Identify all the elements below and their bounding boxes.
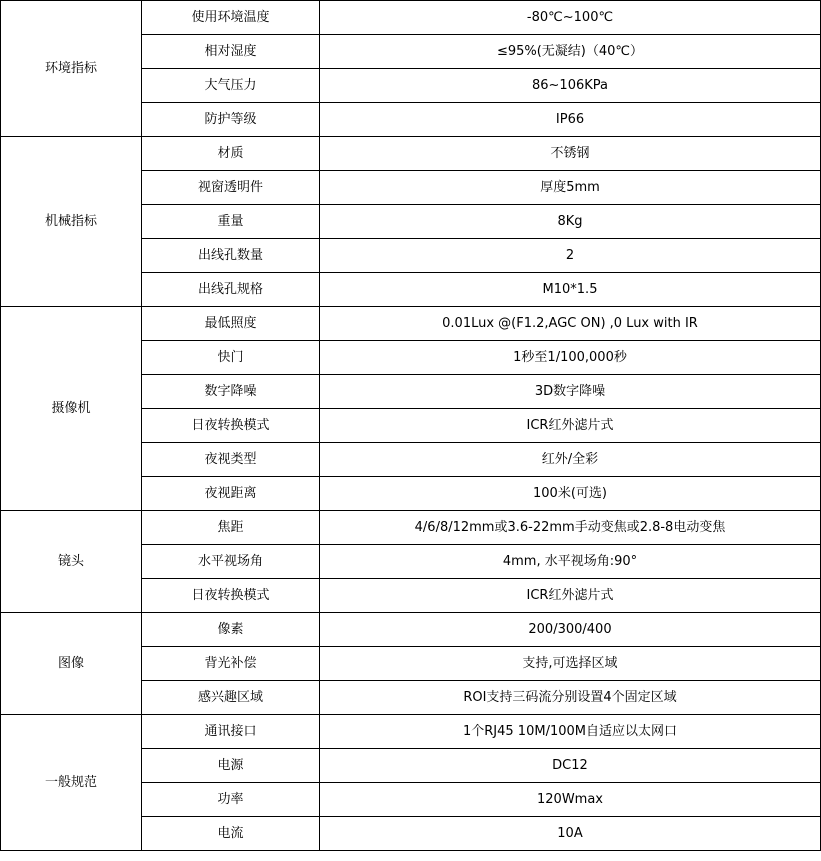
spec-label-cell: 感兴趣区域 [142, 681, 320, 715]
spec-value-cell: ROI支持三码流分别设置4个固定区域 [320, 681, 821, 715]
table-row [1, 511, 821, 545]
spec-label-cell: 大气压力 [142, 69, 320, 103]
group-name-cell: 图像 [1, 613, 142, 715]
spec-value-cell: DC12 [320, 749, 821, 783]
spec-value-cell: ICR红外滤片式 [320, 579, 821, 613]
table-row [1, 1, 821, 35]
spec-label-cell: 夜视类型 [142, 443, 320, 477]
spec-label-cell: 水平视场角 [142, 545, 320, 579]
group-name-cell: 一般规范 [1, 715, 142, 851]
spec-label-cell: 重量 [142, 205, 320, 239]
spec-label-cell: 数字降噪 [142, 375, 320, 409]
spec-label-cell: 像素 [142, 613, 320, 647]
spec-value-cell: 2 [320, 239, 821, 273]
spec-label-cell: 电流 [142, 817, 320, 851]
spec-label-cell: 电源 [142, 749, 320, 783]
spec-value-cell: ICR红外滤片式 [320, 409, 821, 443]
spec-label-cell: 最低照度 [142, 307, 320, 341]
spec-label-cell: 功率 [142, 783, 320, 817]
table-row [1, 307, 821, 341]
table-row [1, 613, 821, 647]
spec-table-body [1, 1, 821, 851]
spec-value-cell: 3D数字降噪 [320, 375, 821, 409]
spec-label-cell: 夜视距离 [142, 477, 320, 511]
spec-label-cell: 使用环境温度 [142, 1, 320, 35]
spec-value-cell: 1个RJ45 10M/100M自适应以太网口 [320, 715, 821, 749]
spec-label-cell: 背光补偿 [142, 647, 320, 681]
spec-value-cell: 支持,可选择区域 [320, 647, 821, 681]
spec-value-cell: 120Wmax [320, 783, 821, 817]
spec-value-cell: 4mm, 水平视场角:90° [320, 545, 821, 579]
group-name-cell: 摄像机 [1, 307, 142, 511]
spec-label-cell: 相对湿度 [142, 35, 320, 69]
spec-value-cell: 0.01Lux @(F1.2,AGC ON) ,0 Lux with IR [320, 307, 821, 341]
spec-value-cell: 4/6/8/12mm或3.6-22mm手动变焦或2.8-8电动变焦 [320, 511, 821, 545]
spec-value-cell: 86~106KPa [320, 69, 821, 103]
spec-value-cell: 8Kg [320, 205, 821, 239]
spec-value-cell: -80℃~100℃ [320, 1, 821, 35]
spec-value-cell: 红外/全彩 [320, 443, 821, 477]
spec-label-cell: 快门 [142, 341, 320, 375]
spec-label-cell: 视窗透明件 [142, 171, 320, 205]
spec-label-cell: 日夜转换模式 [142, 409, 320, 443]
spec-label-cell: 材质 [142, 137, 320, 171]
spec-value-cell: 厚度5mm [320, 171, 821, 205]
spec-label-cell: 焦距 [142, 511, 320, 545]
spec-value-cell: M10*1.5 [320, 273, 821, 307]
spec-value-cell: IP66 [320, 103, 821, 137]
spec-label-cell: 出线孔规格 [142, 273, 320, 307]
table-row [1, 715, 821, 749]
spec-value-cell: 不锈钢 [320, 137, 821, 171]
group-name-cell: 机械指标 [1, 137, 142, 307]
spec-label-cell: 日夜转换模式 [142, 579, 320, 613]
spec-value-cell: ≤95%(无凝结)（40℃） [320, 35, 821, 69]
table-row [1, 137, 821, 171]
spec-label-cell: 出线孔数量 [142, 239, 320, 273]
spec-label-cell: 通讯接口 [142, 715, 320, 749]
spec-value-cell: 200/300/400 [320, 613, 821, 647]
spec-value-cell: 1秒至1/100,000秒 [320, 341, 821, 375]
spec-label-cell: 防护等级 [142, 103, 320, 137]
spec-value-cell: 10A [320, 817, 821, 851]
group-name-cell: 镜头 [1, 511, 142, 613]
group-name-cell: 环境指标 [1, 1, 142, 137]
spec-value-cell: 100米(可选) [320, 477, 821, 511]
